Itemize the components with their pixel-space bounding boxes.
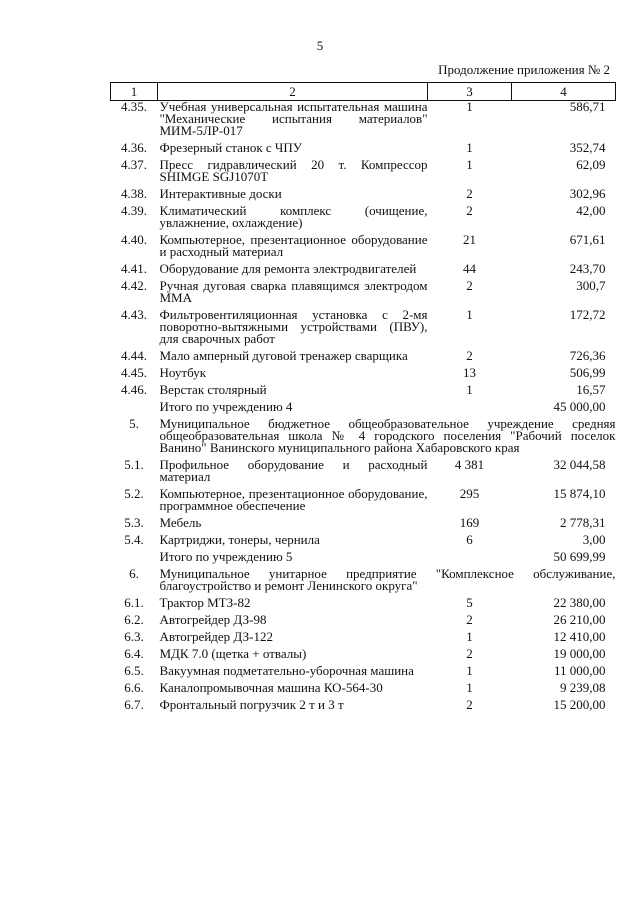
row-number: 4.43. [121,307,147,322]
row-quantity [428,401,512,413]
page-number: 5 [316,38,324,53]
row-sum: 19 000,00 [553,646,606,661]
row-quantity [428,551,512,563]
row-quantity: 2 [466,186,473,201]
row-number: 5. [129,416,139,431]
row-sum: 300,7 [576,278,606,293]
row-sum: 15 200,00 [553,697,606,712]
row-sum: 172,72 [569,307,606,322]
table-row [111,280,616,304]
row-number [111,551,158,563]
header-cell-4: 4 [512,83,616,101]
row-number: 4.36. [121,140,147,155]
header-cell-2: 2 [158,83,428,101]
table-row [111,418,616,454]
row-number [111,401,158,413]
row-number: 4.46. [121,382,147,397]
row-number: 6.4. [124,646,144,661]
row-quantity: 2 [466,646,473,661]
row-quantity: 1 [466,382,473,397]
row-name: Учебная универсальная испытательная машина "Механические испытания материалов" МИМ-5ЛР-017 [159,99,428,138]
row-name: Верстак столярный [159,382,267,397]
row-quantity: 21 [463,232,476,247]
table-row [111,188,616,200]
row-quantity: 5 [466,595,473,610]
row-name: Профильное оборудование и расходный материал [159,457,428,484]
row-quantity: 1 [466,157,473,172]
table-row [111,665,616,677]
row-name: Итого по учреждению 4 [159,399,293,414]
row-sum: 9 239,08 [560,680,606,695]
row-quantity: 2 [466,697,473,712]
row-number: 5.4. [124,532,144,547]
row-number: 6. [129,566,139,581]
equipment-table [110,82,616,716]
row-number: 4.45. [121,365,147,380]
table-row [111,459,616,483]
row-sum: 2 778,31 [560,515,606,530]
row-sum: 26 210,00 [553,612,606,627]
row-sum: 302,96 [569,186,606,201]
row-quantity: 2 [466,612,473,627]
table-row [111,350,616,362]
row-number: 5.3. [124,515,144,530]
table-row [111,263,616,275]
row-quantity: 1 [466,307,473,322]
row-quantity: 169 [459,515,480,530]
row-name: Мебель [159,515,202,530]
row-sum: 16,57 [576,382,606,397]
table-row [111,614,616,626]
row-number: 4.44. [121,348,147,363]
row-number: 6.3. [124,629,144,644]
row-name: Картриджи, тонеры, чернила [159,532,320,547]
row-sum: 3,00 [582,532,606,547]
table-row [111,234,616,258]
row-name: Оборудование для ремонта электродвигателей [159,261,417,276]
row-sum: 62,09 [576,157,606,172]
table-row [111,631,616,643]
row-number: 5.1. [124,457,144,472]
row-quantity: 1 [466,140,473,155]
row-sum: 671,61 [569,232,606,247]
row-number: 6.6. [124,680,144,695]
row-name: Муниципальное унитарное предприятие "Комплексное обслуживание, благоустройство и ремонт Ленинского округа" [159,566,616,593]
row-number: 4.42. [121,278,147,293]
row-name: Автогрейдер ДЗ-122 [159,629,273,644]
table-row [111,142,616,154]
row-quantity: 295 [459,486,480,501]
header-cell-3: 3 [428,83,512,101]
row-quantity: 2 [466,348,473,363]
row-quantity: 1 [466,663,473,678]
row-quantity: 1 [466,629,473,644]
row-number: 6.1. [124,595,144,610]
table-row [111,682,616,694]
row-number: 4.39. [121,203,147,218]
row-number: 4.38. [121,186,147,201]
row-quantity: 2 [466,203,473,218]
table-row [111,309,616,345]
row-quantity: 13 [463,365,476,380]
table-row [111,648,616,660]
row-quantity: 1 [466,99,473,114]
row-sum: 506,99 [569,365,606,380]
header-row [111,83,616,101]
row-quantity: 2 [466,278,473,293]
table-row [111,401,616,413]
table-row [111,488,616,512]
row-sum: 42,00 [576,203,606,218]
table-row [111,367,616,379]
row-name: Фрезерный станок с ЧПУ [159,140,302,155]
row-sum: 15 874,10 [553,486,606,501]
row-number: 4.41. [121,261,147,276]
table-row [111,384,616,396]
row-name: Мало амперный дуговой тренажер сварщика [159,348,408,363]
row-name: Интерактивные доски [159,186,282,201]
row-sum: 50 699,99 [553,549,606,564]
row-quantity: 4 381 [454,457,485,472]
continuation-label: Продолжение приложения № 2 [438,62,610,77]
row-name: Климатический комплекс (очищение, увлажнение, охлаждение) [159,203,428,230]
row-name: Ноутбук [159,365,207,380]
row-sum: 22 380,00 [553,595,606,610]
row-number: 4.37. [121,157,147,172]
row-name: Ручная дуговая сварка плавящимся электродом ММА [159,278,428,305]
row-name: Компьютерное, презентационное оборудование и расходный материал [159,232,428,259]
table-row [111,517,616,529]
table-row [111,159,616,183]
header-cell-1: 1 [111,83,158,101]
row-name: Итого по учреждению 5 [159,549,293,564]
row-name: Вакуумная подметательно-уборочная машина [159,663,414,678]
row-number: 6.5. [124,663,144,678]
table-row [111,534,616,546]
row-quantity: 1 [466,680,473,695]
row-name: МДК 7.0 (щетка + отвалы) [159,646,307,661]
row-number: 4.35. [121,99,147,114]
row-sum: 352,74 [569,140,606,155]
table-body [111,101,616,717]
row-name: Муниципальное бюджетное общеобразовательное учреждение средняя общеобразовательная школа № 4 городского поселения "Рабочий поселок Ванино" Ванинского муниципального района Хабаровского края [159,416,616,455]
row-sum: 32 044,58 [553,457,606,472]
row-sum: 12 410,00 [553,629,606,644]
row-name: Фильтровентиляционная установка с 2-мя поворотно-вытяжными устройствами (ПВУ), для сварочных работ [159,307,428,346]
row-sum: 726,36 [569,348,606,363]
row-sum: 586,71 [569,99,606,114]
row-number: 5.2. [124,486,144,501]
row-number: 4.40. [121,232,147,247]
table-row [111,597,616,609]
row-name: Каналопромывочная машина КО-564-30 [159,680,383,695]
row-name: Фронтальный погрузчик 2 т и 3 т [159,697,344,712]
table-row [111,699,616,711]
table-row [111,551,616,563]
row-name: Компьютерное, презентационное оборудование, программное обеспечение [159,486,428,513]
row-name: Автогрейдер ДЗ-98 [159,612,267,627]
row-sum: 243,70 [569,261,606,276]
row-number: 6.2. [124,612,144,627]
table-row [111,568,616,592]
row-quantity: 44 [463,261,476,276]
row-name: Пресс гидравлический 20 т. Компрессор SHIMGE SGJ1070T [159,157,428,184]
row-name: Трактор МТЗ-82 [159,595,251,610]
row-quantity: 6 [466,532,473,547]
table-row [111,101,616,138]
table-row [111,205,616,229]
row-number: 6.7. [124,697,144,712]
row-sum: 45 000,00 [553,399,606,414]
row-sum: 11 000,00 [553,663,606,678]
